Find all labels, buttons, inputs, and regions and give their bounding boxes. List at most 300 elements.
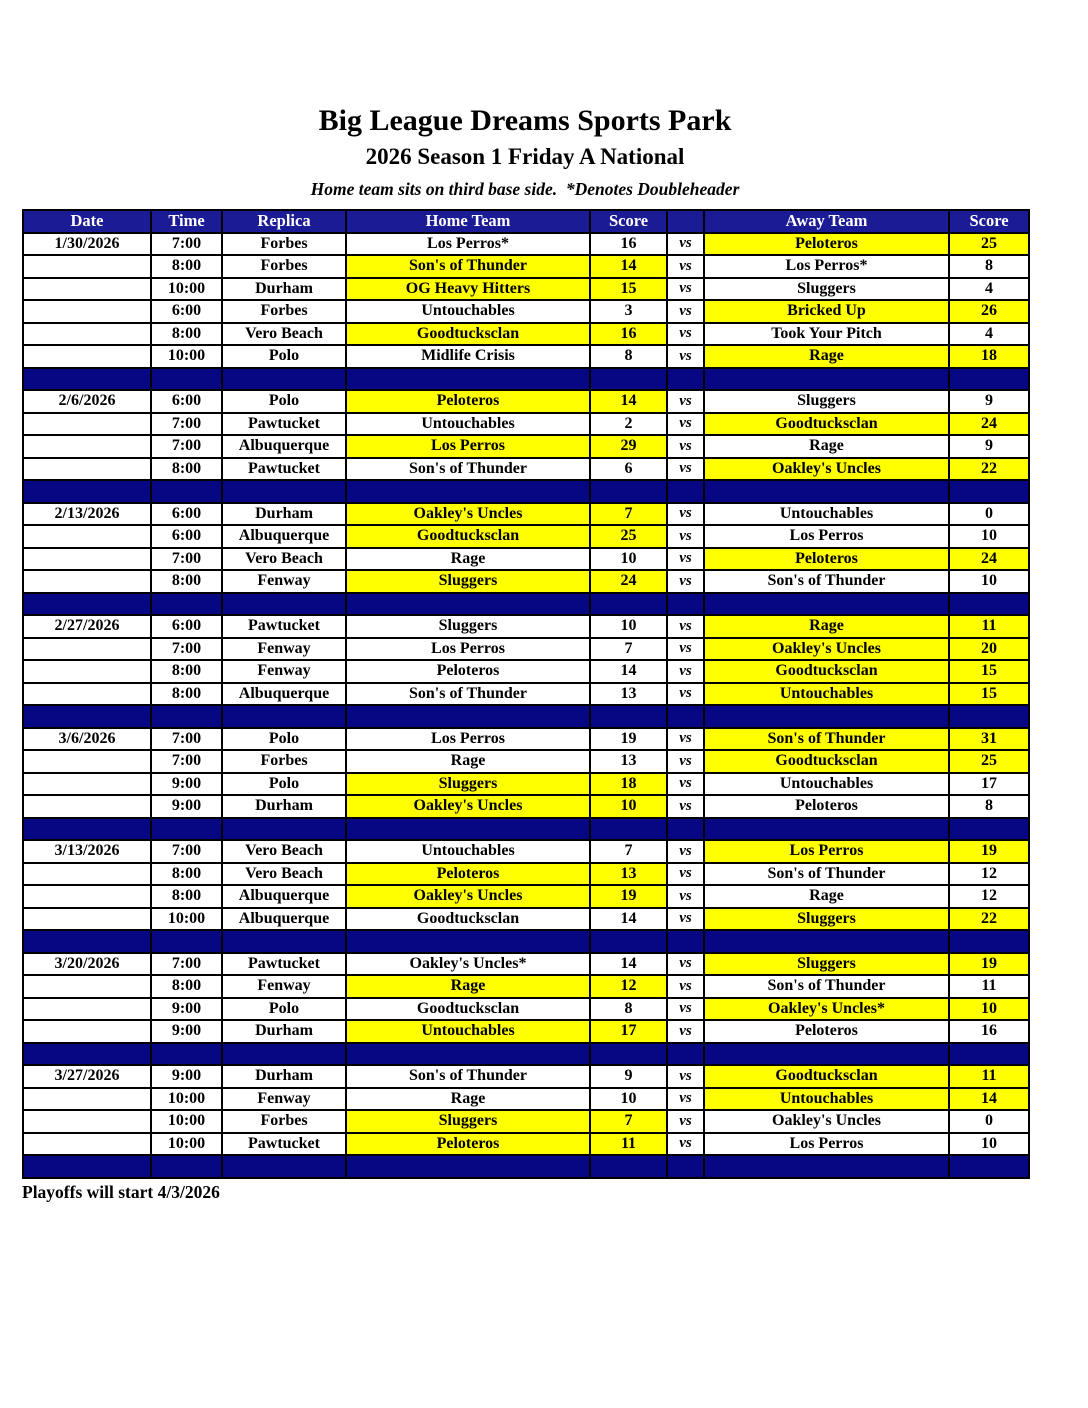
date-cell	[23, 255, 151, 278]
vs-label: vs	[667, 908, 704, 931]
home-score-cell: 16	[590, 233, 667, 256]
date-cell: 3/27/2026	[23, 1065, 151, 1088]
separator-row	[23, 705, 1029, 728]
away-team-cell: Son's of Thunder	[704, 975, 949, 998]
home-score-cell: 8	[590, 345, 667, 368]
game-row	[23, 638, 1029, 661]
vs-label: vs	[667, 660, 704, 683]
vs-label: vs	[667, 840, 704, 863]
replica-cell: Fenway	[222, 638, 346, 661]
game-row	[23, 503, 1029, 526]
page-subtitle: 2026 Season 1 Friday A National	[365, 144, 685, 169]
home-score-cell: 19	[590, 885, 667, 908]
away-team-cell: Untouchables	[704, 503, 949, 526]
time-cell: 7:00	[151, 728, 222, 751]
away-score-cell: 26	[949, 300, 1029, 323]
replica-cell: Albuquerque	[222, 525, 346, 548]
date-cell	[23, 975, 151, 998]
separator-cell	[346, 818, 590, 841]
separator-cell	[151, 1155, 222, 1178]
home-team-cell: Oakley's Uncles	[346, 795, 590, 818]
vs-label: vs	[667, 728, 704, 751]
time-cell: 8:00	[151, 255, 222, 278]
separator-cell	[590, 593, 667, 616]
date-cell: 1/30/2026	[23, 233, 151, 256]
date-cell	[23, 323, 151, 346]
separator-cell	[704, 930, 949, 953]
time-cell: 7:00	[151, 413, 222, 436]
home-team-cell: OG Heavy Hitters	[346, 278, 590, 301]
away-team-cell: Goodtucksclan	[704, 750, 949, 773]
time-cell: 7:00	[151, 840, 222, 863]
date-cell	[23, 863, 151, 886]
date-cell: 3/20/2026	[23, 953, 151, 976]
separator-cell	[346, 930, 590, 953]
separator-cell	[222, 705, 346, 728]
vs-label: vs	[667, 345, 704, 368]
vs-label: vs	[667, 638, 704, 661]
date-cell: 3/6/2026	[23, 728, 151, 751]
game-row	[23, 953, 1029, 976]
away-team-cell: Son's of Thunder	[704, 728, 949, 751]
away-score-cell: 9	[949, 390, 1029, 413]
home-score-cell: 13	[590, 863, 667, 886]
separator-cell	[222, 480, 346, 503]
time-cell: 9:00	[151, 1020, 222, 1043]
vs-label: vs	[667, 1110, 704, 1133]
home-team-cell: Los Perros	[346, 638, 590, 661]
separator-cell	[151, 593, 222, 616]
away-team-cell: Sluggers	[704, 278, 949, 301]
replica-cell: Polo	[222, 390, 346, 413]
separator-cell	[23, 930, 151, 953]
header-cell-vs	[667, 210, 704, 233]
away-team-cell: Sluggers	[704, 390, 949, 413]
home-team-cell: Son's of Thunder	[346, 255, 590, 278]
separator-cell	[346, 1155, 590, 1178]
replica-cell: Polo	[222, 345, 346, 368]
separator-cell	[949, 1155, 1029, 1178]
vs-label: vs	[667, 1020, 704, 1043]
game-row	[23, 1065, 1029, 1088]
away-team-cell: Peloteros	[704, 1020, 949, 1043]
separator-row	[23, 930, 1029, 953]
vs-label: vs	[667, 773, 704, 796]
separator-cell	[23, 818, 151, 841]
separator-cell	[222, 818, 346, 841]
vs-label: vs	[667, 1065, 704, 1088]
away-team-cell: Goodtucksclan	[704, 413, 949, 436]
date-cell	[23, 525, 151, 548]
away-score-cell: 31	[949, 728, 1029, 751]
home-team-cell: Goodtucksclan	[346, 908, 590, 931]
home-team-cell: Rage	[346, 1088, 590, 1111]
replica-cell: Fenway	[222, 1088, 346, 1111]
home-score-cell: 8	[590, 998, 667, 1021]
home-score-cell: 14	[590, 660, 667, 683]
home-score-cell: 2	[590, 413, 667, 436]
separator-cell	[222, 1043, 346, 1066]
away-score-cell: 15	[949, 683, 1029, 706]
separator-cell	[23, 368, 151, 391]
time-cell: 6:00	[151, 525, 222, 548]
vs-label: vs	[667, 435, 704, 458]
home-score-cell: 29	[590, 435, 667, 458]
separator-row	[23, 593, 1029, 616]
away-score-cell: 11	[949, 1065, 1029, 1088]
away-team-cell: Los Perros*	[704, 255, 949, 278]
home-score-cell: 18	[590, 773, 667, 796]
vs-label: vs	[667, 953, 704, 976]
replica-cell: Vero Beach	[222, 323, 346, 346]
home-score-cell: 11	[590, 1133, 667, 1156]
header-cell-away-team: Away Team	[704, 210, 949, 233]
game-row	[23, 750, 1029, 773]
game-row	[23, 1088, 1029, 1111]
header-cell-home-team: Home Team	[346, 210, 590, 233]
vs-label: vs	[667, 998, 704, 1021]
home-team-cell: Goodtucksclan	[346, 323, 590, 346]
game-row	[23, 570, 1029, 593]
game-row	[23, 795, 1029, 818]
game-row	[23, 728, 1029, 751]
away-team-cell: Untouchables	[704, 683, 949, 706]
replica-cell: Pawtucket	[222, 953, 346, 976]
away-team-cell: Peloteros	[704, 233, 949, 256]
away-score-cell: 4	[949, 323, 1029, 346]
separator-cell	[704, 1155, 949, 1178]
home-score-cell: 15	[590, 278, 667, 301]
date-cell	[23, 795, 151, 818]
time-cell: 10:00	[151, 1110, 222, 1133]
separator-row	[23, 818, 1029, 841]
home-team-cell: Oakley's Uncles	[346, 503, 590, 526]
home-score-cell: 13	[590, 750, 667, 773]
home-score-cell: 7	[590, 840, 667, 863]
home-team-cell: Son's of Thunder	[346, 458, 590, 481]
home-team-cell: Los Perros	[346, 435, 590, 458]
game-row	[23, 885, 1029, 908]
separator-cell	[590, 1043, 667, 1066]
away-score-cell: 19	[949, 840, 1029, 863]
header-cell-date: Date	[23, 210, 151, 233]
separator-cell	[23, 705, 151, 728]
vs-label: vs	[667, 300, 704, 323]
separator-cell	[949, 593, 1029, 616]
separator-cell	[346, 480, 590, 503]
date-cell	[23, 660, 151, 683]
time-cell: 7:00	[151, 638, 222, 661]
away-team-cell: Los Perros	[704, 1133, 949, 1156]
separator-cell	[949, 705, 1029, 728]
date-cell	[23, 1110, 151, 1133]
time-cell: 8:00	[151, 660, 222, 683]
separator-row	[23, 1155, 1029, 1178]
separator-cell	[346, 593, 590, 616]
date-cell	[23, 300, 151, 323]
replica-cell: Pawtucket	[222, 458, 346, 481]
time-cell: 8:00	[151, 570, 222, 593]
away-team-cell: Untouchables	[704, 773, 949, 796]
date-cell	[23, 750, 151, 773]
home-team-cell: Peloteros	[346, 660, 590, 683]
away-score-cell: 0	[949, 503, 1029, 526]
separator-cell	[704, 480, 949, 503]
away-team-cell: Goodtucksclan	[704, 1065, 949, 1088]
replica-cell: Pawtucket	[222, 1133, 346, 1156]
date-cell	[23, 638, 151, 661]
time-cell: 7:00	[151, 435, 222, 458]
time-cell: 7:00	[151, 750, 222, 773]
home-score-cell: 7	[590, 638, 667, 661]
separator-cell	[590, 368, 667, 391]
separator-row	[23, 368, 1029, 391]
away-score-cell: 12	[949, 885, 1029, 908]
away-score-cell: 24	[949, 413, 1029, 436]
away-team-cell: Took Your Pitch	[704, 323, 949, 346]
separator-cell	[949, 818, 1029, 841]
replica-cell: Fenway	[222, 975, 346, 998]
tagline: Home team sits on third base side. *Denotes Doubleheader	[310, 179, 740, 199]
away-score-cell: 24	[949, 548, 1029, 571]
time-cell: 6:00	[151, 615, 222, 638]
away-score-cell: 22	[949, 908, 1029, 931]
separator-row	[23, 1043, 1029, 1066]
separator-row	[23, 480, 1029, 503]
replica-cell: Albuquerque	[222, 885, 346, 908]
replica-cell: Vero Beach	[222, 548, 346, 571]
separator-cell	[949, 368, 1029, 391]
replica-cell: Durham	[222, 1020, 346, 1043]
separator-cell	[222, 368, 346, 391]
replica-cell: Durham	[222, 503, 346, 526]
home-score-cell: 10	[590, 1088, 667, 1111]
separator-cell	[23, 1155, 151, 1178]
game-row	[23, 615, 1029, 638]
date-cell	[23, 548, 151, 571]
away-score-cell: 17	[949, 773, 1029, 796]
game-row	[23, 975, 1029, 998]
time-cell: 6:00	[151, 300, 222, 323]
vs-label: vs	[667, 503, 704, 526]
home-team-cell: Los Perros	[346, 728, 590, 751]
separator-cell	[590, 480, 667, 503]
time-cell: 8:00	[151, 458, 222, 481]
replica-cell: Forbes	[222, 255, 346, 278]
home-team-cell: Sluggers	[346, 1110, 590, 1133]
game-row	[23, 863, 1029, 886]
replica-cell: Albuquerque	[222, 435, 346, 458]
replica-cell: Fenway	[222, 570, 346, 593]
home-score-cell: 17	[590, 1020, 667, 1043]
away-score-cell: 11	[949, 975, 1029, 998]
date-cell	[23, 435, 151, 458]
game-row	[23, 548, 1029, 571]
home-score-cell: 9	[590, 1065, 667, 1088]
date-cell: 2/27/2026	[23, 615, 151, 638]
vs-label: vs	[667, 255, 704, 278]
away-score-cell: 4	[949, 278, 1029, 301]
away-score-cell: 19	[949, 953, 1029, 976]
away-team-cell: Rage	[704, 885, 949, 908]
replica-cell: Forbes	[222, 750, 346, 773]
away-score-cell: 15	[949, 660, 1029, 683]
home-score-cell: 14	[590, 390, 667, 413]
game-row	[23, 300, 1029, 323]
separator-cell	[667, 1155, 704, 1178]
vs-label: vs	[667, 323, 704, 346]
separator-cell	[151, 1043, 222, 1066]
home-score-cell: 7	[590, 503, 667, 526]
date-cell	[23, 683, 151, 706]
time-cell: 10:00	[151, 1133, 222, 1156]
vs-label: vs	[667, 615, 704, 638]
away-score-cell: 25	[949, 233, 1029, 256]
time-cell: 9:00	[151, 998, 222, 1021]
away-team-cell: Goodtucksclan	[704, 660, 949, 683]
away-score-cell: 14	[949, 1088, 1029, 1111]
away-score-cell: 22	[949, 458, 1029, 481]
away-team-cell: Oakley's Uncles*	[704, 998, 949, 1021]
time-cell: 10:00	[151, 345, 222, 368]
away-score-cell: 18	[949, 345, 1029, 368]
away-score-cell: 10	[949, 570, 1029, 593]
home-team-cell: Untouchables	[346, 840, 590, 863]
page-title: Big League Dreams Sports Park	[318, 104, 732, 137]
time-cell: 6:00	[151, 503, 222, 526]
vs-label: vs	[667, 570, 704, 593]
home-score-cell: 24	[590, 570, 667, 593]
home-score-cell: 6	[590, 458, 667, 481]
time-cell: 7:00	[151, 953, 222, 976]
replica-cell: Forbes	[222, 300, 346, 323]
vs-label: vs	[667, 548, 704, 571]
home-team-cell: Oakley's Uncles	[346, 885, 590, 908]
home-team-cell: Untouchables	[346, 1020, 590, 1043]
home-team-cell: Peloteros	[346, 1133, 590, 1156]
separator-cell	[667, 593, 704, 616]
time-cell: 8:00	[151, 975, 222, 998]
home-score-cell: 14	[590, 255, 667, 278]
replica-cell: Polo	[222, 773, 346, 796]
game-row	[23, 323, 1029, 346]
away-team-cell: Bricked Up	[704, 300, 949, 323]
vs-label: vs	[667, 390, 704, 413]
game-row	[23, 998, 1029, 1021]
separator-cell	[151, 368, 222, 391]
away-team-cell: Los Perros	[704, 840, 949, 863]
replica-cell: Albuquerque	[222, 683, 346, 706]
away-score-cell: 10	[949, 998, 1029, 1021]
date-cell	[23, 458, 151, 481]
home-team-cell: Peloteros	[346, 390, 590, 413]
away-team-cell: Los Perros	[704, 525, 949, 548]
home-team-cell: Son's of Thunder	[346, 1065, 590, 1088]
date-cell: 3/13/2026	[23, 840, 151, 863]
home-score-cell: 25	[590, 525, 667, 548]
game-row	[23, 1110, 1029, 1133]
header-cell-replica: Replica	[222, 210, 346, 233]
date-cell: 2/6/2026	[23, 390, 151, 413]
schedule-table	[22, 209, 1030, 1179]
time-cell: 6:00	[151, 390, 222, 413]
separator-cell	[222, 593, 346, 616]
vs-label: vs	[667, 278, 704, 301]
away-score-cell: 11	[949, 615, 1029, 638]
home-team-cell: Goodtucksclan	[346, 525, 590, 548]
home-score-cell: 3	[590, 300, 667, 323]
home-team-cell: Los Perros*	[346, 233, 590, 256]
separator-cell	[704, 818, 949, 841]
separator-cell	[151, 930, 222, 953]
away-score-cell: 10	[949, 525, 1029, 548]
away-score-cell: 20	[949, 638, 1029, 661]
away-score-cell: 8	[949, 795, 1029, 818]
replica-cell: Forbes	[222, 1110, 346, 1133]
home-score-cell: 10	[590, 615, 667, 638]
date-cell	[23, 345, 151, 368]
away-team-cell: Sluggers	[704, 953, 949, 976]
vs-label: vs	[667, 885, 704, 908]
home-team-cell: Sluggers	[346, 773, 590, 796]
home-score-cell: 7	[590, 1110, 667, 1133]
home-score-cell: 19	[590, 728, 667, 751]
replica-cell: Polo	[222, 998, 346, 1021]
date-cell: 2/13/2026	[23, 503, 151, 526]
home-score-cell: 14	[590, 953, 667, 976]
vs-label: vs	[667, 1088, 704, 1111]
away-team-cell: Peloteros	[704, 548, 949, 571]
replica-cell: Durham	[222, 1065, 346, 1088]
time-cell: 9:00	[151, 795, 222, 818]
vs-label: vs	[667, 413, 704, 436]
header-cell-home-score: Score	[590, 210, 667, 233]
replica-cell: Forbes	[222, 233, 346, 256]
away-score-cell: 25	[949, 750, 1029, 773]
time-cell: 10:00	[151, 908, 222, 931]
home-team-cell: Peloteros	[346, 863, 590, 886]
time-cell: 7:00	[151, 548, 222, 571]
game-row	[23, 1020, 1029, 1043]
home-team-cell: Untouchables	[346, 413, 590, 436]
away-team-cell: Son's of Thunder	[704, 570, 949, 593]
date-cell	[23, 1133, 151, 1156]
playoffs-note: Playoffs will start 4/3/2026	[22, 1181, 220, 1202]
away-team-cell: Rage	[704, 615, 949, 638]
vs-label: vs	[667, 683, 704, 706]
separator-cell	[590, 705, 667, 728]
separator-cell	[222, 1155, 346, 1178]
game-row	[23, 683, 1029, 706]
separator-cell	[704, 368, 949, 391]
date-cell	[23, 908, 151, 931]
home-team-cell: Sluggers	[346, 570, 590, 593]
away-team-cell: Sluggers	[704, 908, 949, 931]
away-score-cell: 9	[949, 435, 1029, 458]
time-cell: 10:00	[151, 278, 222, 301]
replica-cell: Vero Beach	[222, 863, 346, 886]
separator-cell	[949, 930, 1029, 953]
separator-cell	[222, 930, 346, 953]
separator-cell	[590, 818, 667, 841]
home-score-cell: 12	[590, 975, 667, 998]
game-row	[23, 413, 1029, 436]
game-row	[23, 660, 1029, 683]
replica-cell: Vero Beach	[222, 840, 346, 863]
separator-cell	[151, 818, 222, 841]
away-team-cell: Oakley's Uncles	[704, 458, 949, 481]
game-row	[23, 525, 1029, 548]
